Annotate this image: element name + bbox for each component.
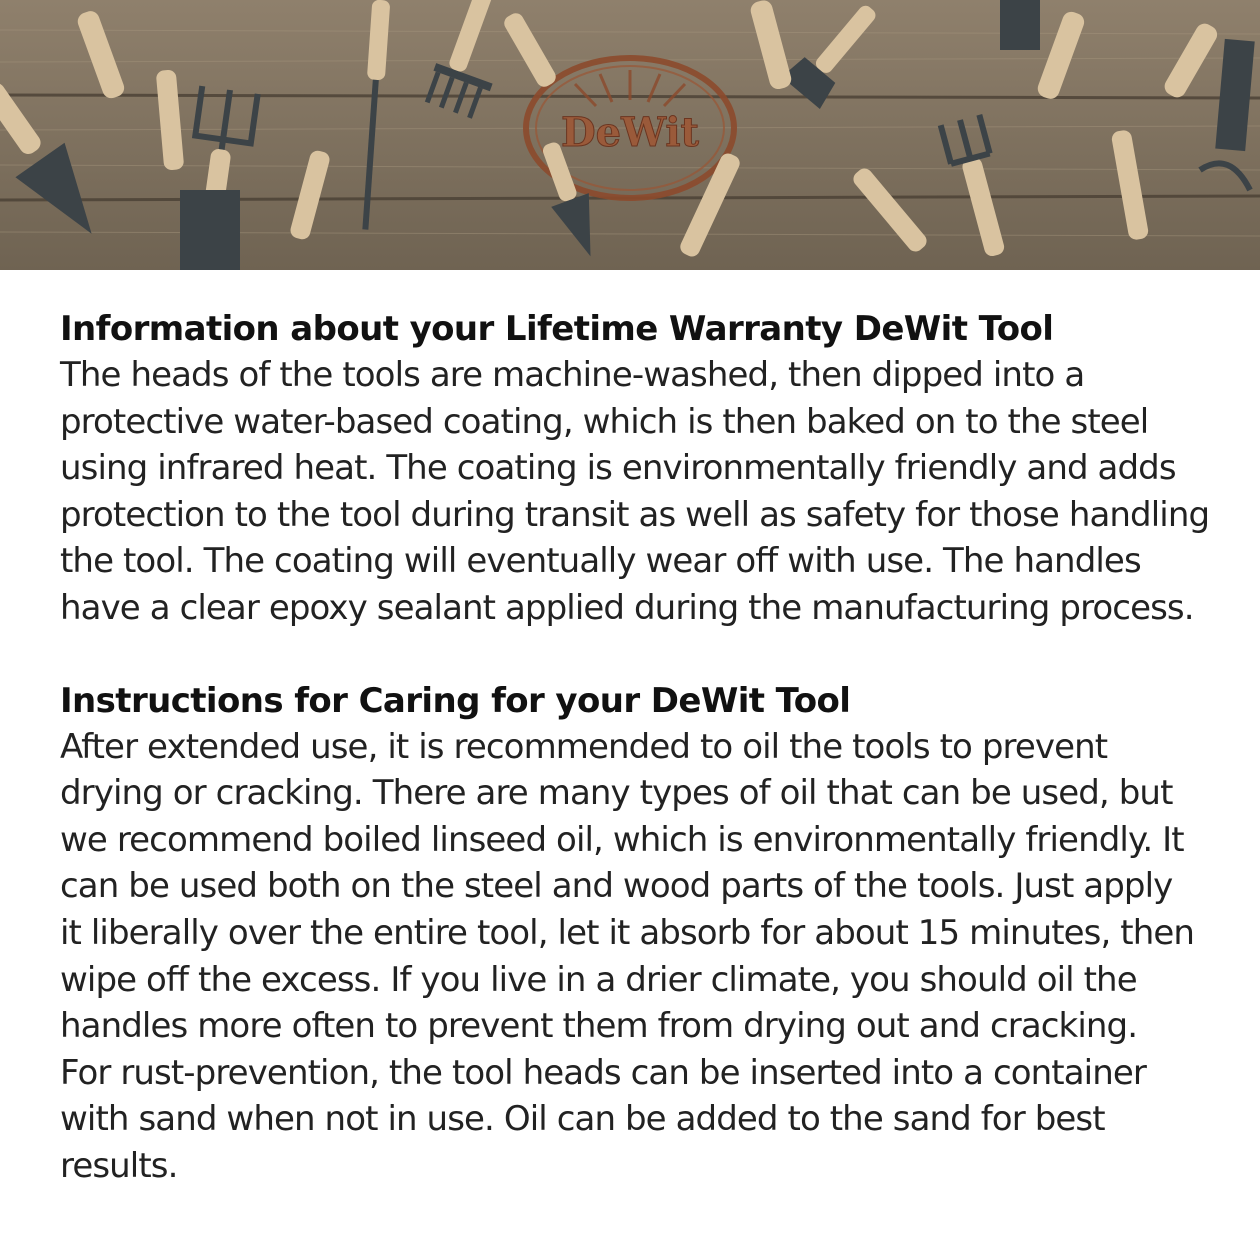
care-line: handles more often to prevent them from drying out and cracking. (60, 1006, 1138, 1047)
care-line: For rust-prevention, the tool heads can be inserted into a container (60, 1052, 1146, 1093)
care-line: we recommend boiled linseed oil, which is environmentally friendly. It (60, 819, 1184, 860)
warranty-line: have a clear epoxy sealant applied during the manufacturing process. (60, 587, 1194, 628)
main-content (60, 306, 1230, 1190)
care-section (60, 678, 1230, 1190)
warranty-line: using infrared heat. The coating is environmentally friendly and adds (60, 448, 1176, 489)
warranty-line: The heads of the tools are machine-washed, then dipped into a (60, 355, 1085, 395)
warranty-line: the tool. The coating will eventually wear off with use. The handles (60, 541, 1141, 582)
svg-text:DeWit: DeWit (560, 109, 700, 156)
warranty-line: protection to the tool during transit as well as safety for those handling (60, 494, 1210, 535)
care-line: with sand when not in use. Oil can be added to the sand for best (60, 1099, 1105, 1140)
care-line: it liberally over the entire tool, let it absorb for about 15 minutes, then (60, 912, 1195, 953)
tools-on-wood-illustration (0, 0, 1260, 270)
care-line: wipe off the excess. If you live in a drier climate, you should oil the (60, 959, 1137, 1000)
banner-image (0, 0, 1260, 270)
warranty-title: Information about your Lifetime Warranty DeWit Tool (60, 309, 1054, 349)
care-title: Instructions for Caring for your DeWit Tool (60, 680, 851, 721)
care-body (60, 724, 1230, 1190)
warranty-section (60, 306, 1230, 632)
care-line: drying or cracking. There are many types of oil that can be used, but (60, 773, 1173, 814)
warranty-line: protective water-based coating, which is then baked on to the steel (60, 401, 1149, 442)
care-line: can be used both on the steel and wood parts of the tools. Just apply (60, 866, 1173, 907)
warranty-body (60, 352, 1230, 632)
care-line: After extended use, it is recommended to oil the tools to prevent (60, 726, 1108, 767)
care-line: results. (60, 1145, 178, 1186)
